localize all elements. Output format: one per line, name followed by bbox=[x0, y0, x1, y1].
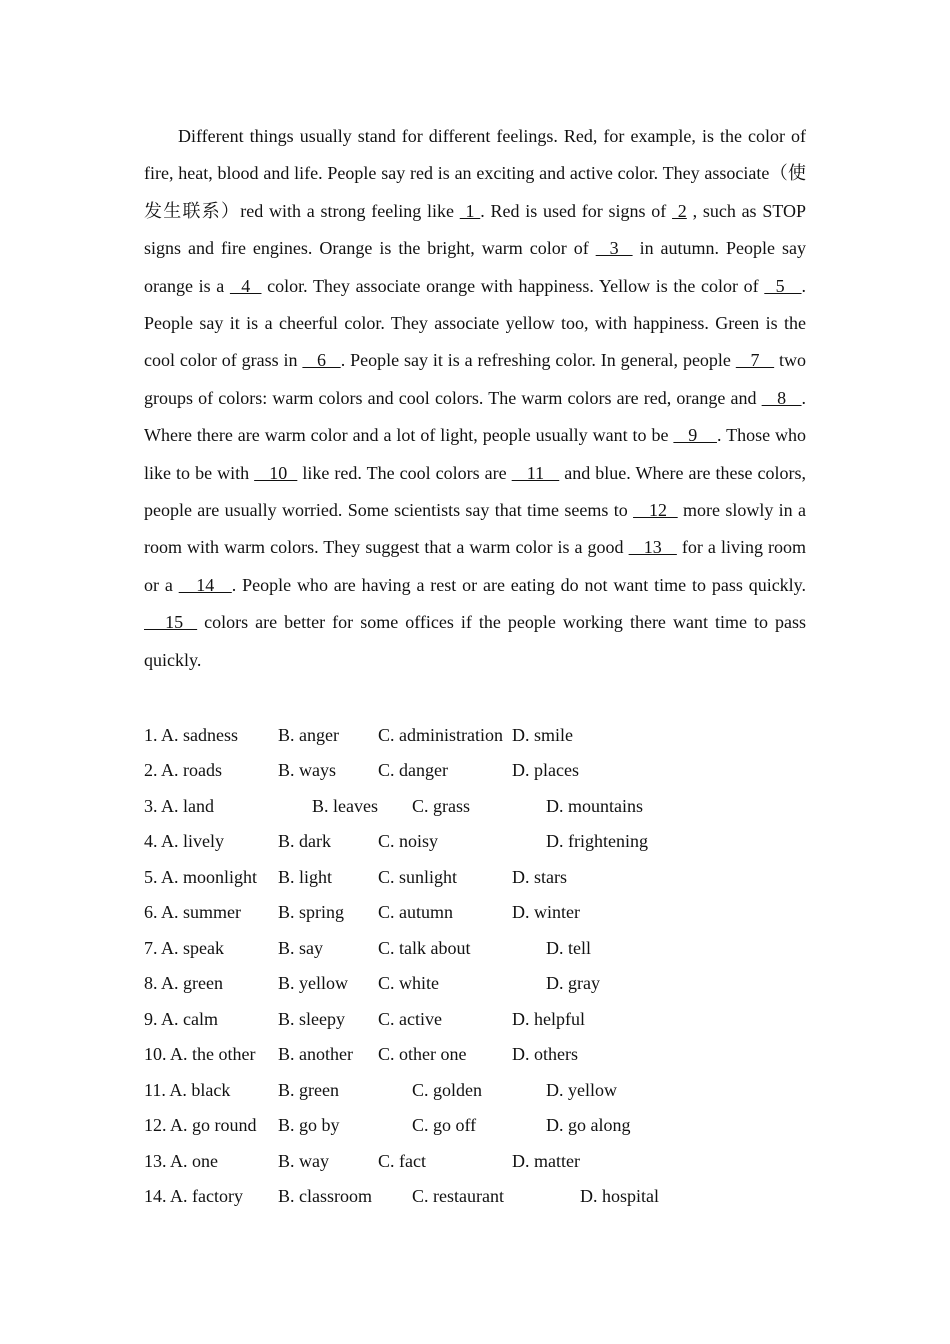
passage-text: . Where there are warm color and a lot of light, people usually want to be bbox=[144, 387, 807, 446]
option-d: D. tell bbox=[546, 938, 591, 958]
option-a: 3. A. land bbox=[144, 796, 214, 816]
option-c: C. autumn bbox=[378, 902, 453, 922]
answer-blank: 1 bbox=[459, 200, 481, 221]
passage-text: two groups of colors: warm colors and cool colors. The warm colors are red, orange and bbox=[144, 350, 807, 408]
option-b: B. yellow bbox=[278, 973, 348, 993]
passage-text: , such as STOP signs and fire engines. Orange is the bright, warm color of bbox=[144, 200, 807, 259]
passage-text: like red. The cool colors are bbox=[297, 462, 512, 483]
answer-blank: 15 bbox=[144, 612, 198, 633]
option-b: B. spring bbox=[278, 902, 345, 922]
option-a: 2. A. roads bbox=[144, 760, 222, 780]
answer-blank: 14 bbox=[178, 574, 232, 595]
passage-text: . People who are having a rest or are eating do not want time to pass quickly. bbox=[231, 574, 807, 595]
passage-text: . Those who like to be with bbox=[144, 425, 807, 483]
option-a: 9. A. calm bbox=[144, 1009, 218, 1029]
option-a: 4. A. lively bbox=[144, 831, 224, 851]
passage-text: more slowly in a room with warm colors. They suggest that a warm color is a good bbox=[144, 500, 806, 558]
option-a: 13. A. one bbox=[144, 1151, 218, 1171]
option-c: C. fact bbox=[378, 1151, 426, 1171]
answer-blank: 10 bbox=[254, 462, 298, 483]
option-b: B. say bbox=[278, 938, 323, 958]
option-c: C. danger bbox=[378, 760, 448, 780]
option-c: C. go off bbox=[412, 1115, 477, 1135]
answer-blank: 13 bbox=[628, 537, 677, 558]
option-c: C. sunlight bbox=[378, 867, 458, 887]
option-a: 5. A. moonlight bbox=[144, 867, 258, 887]
option-d: D. places bbox=[512, 760, 579, 780]
option-a: 12. A. go round bbox=[144, 1115, 257, 1135]
option-b: B. way bbox=[278, 1151, 329, 1171]
option-b: B. another bbox=[278, 1044, 353, 1064]
option-d: D. gray bbox=[546, 973, 600, 993]
passage-text: . People say it is a refreshing color. In general, people bbox=[340, 350, 736, 371]
answer-blank: 6 bbox=[302, 350, 341, 371]
option-c: C. administration bbox=[378, 725, 503, 745]
option-c: C. grass bbox=[412, 796, 470, 816]
option-d: D. helpful bbox=[512, 1009, 585, 1029]
option-a: 10. A. the other bbox=[144, 1044, 256, 1064]
option-b: B. light bbox=[278, 867, 333, 887]
answer-blank: 11 bbox=[511, 462, 560, 483]
option-a: 7. A. speak bbox=[144, 938, 224, 958]
option-c: C. white bbox=[378, 973, 439, 993]
cloze-passage bbox=[144, 118, 806, 679]
passage-text: . People say it is a cheerful color. They associate yellow too, with happiness. Green is the cool color of grass in bbox=[144, 275, 807, 371]
answer-blank: 9 bbox=[673, 425, 717, 446]
option-b: B. ways bbox=[278, 760, 336, 780]
answer-blank: 8 bbox=[761, 387, 802, 408]
option-b: B. classroom bbox=[278, 1186, 372, 1206]
answer-blank: 4 bbox=[229, 275, 262, 296]
option-d: D. frightening bbox=[546, 831, 648, 851]
option-d: D. winter bbox=[512, 902, 580, 922]
option-d: D. hospital bbox=[580, 1186, 659, 1206]
answer-blank: 7 bbox=[735, 350, 775, 371]
passage-text: for a living room or a bbox=[144, 537, 806, 595]
option-d: D. stars bbox=[512, 867, 567, 887]
answer-blank: 5 bbox=[764, 275, 802, 296]
option-d: D. matter bbox=[512, 1151, 580, 1171]
passage-text: . Red is used for signs of bbox=[480, 200, 673, 221]
option-d: D. yellow bbox=[546, 1080, 617, 1100]
option-c: C. active bbox=[378, 1009, 442, 1029]
option-d: D. smile bbox=[512, 725, 573, 745]
option-c: C. golden bbox=[412, 1080, 482, 1100]
option-b: B. anger bbox=[278, 725, 339, 745]
option-a: 6. A. summer bbox=[144, 902, 241, 922]
option-b: B. green bbox=[278, 1080, 339, 1100]
answer-blank: 3 bbox=[595, 238, 633, 259]
option-d: D. mountains bbox=[546, 796, 643, 816]
answer-blank: 12 bbox=[633, 500, 678, 521]
option-c: C. restaurant bbox=[412, 1186, 504, 1206]
passage-text: Different things usually stand for different feelings. Red, for example, is the color of fire, heat, blood and life. People say red is an exciting and active color. They associate（使发生联系）red with a strong feeling like bbox=[144, 126, 806, 221]
option-b: B. leaves bbox=[312, 796, 378, 816]
option-d: D. go along bbox=[546, 1115, 631, 1135]
passage-text: and blue. Where are these colors, people are usually worried. Some scientists say that time seems to bbox=[144, 462, 807, 521]
option-c: C. noisy bbox=[378, 831, 439, 851]
option-c: C. talk about bbox=[378, 938, 471, 958]
option-a: 11. A. black bbox=[144, 1080, 231, 1100]
option-a: 1. A. sadness bbox=[144, 725, 238, 745]
option-a: 8. A. green bbox=[144, 973, 223, 993]
option-d: D. others bbox=[512, 1044, 578, 1064]
option-b: B. sleepy bbox=[278, 1009, 345, 1029]
answer-blank: 2 bbox=[672, 200, 687, 221]
option-b: B. dark bbox=[278, 831, 331, 851]
option-a: 14. A. factory bbox=[144, 1186, 243, 1206]
passage-text: color. They associate orange with happiness. Yellow is the color of bbox=[261, 275, 765, 296]
option-b: B. go by bbox=[278, 1115, 340, 1135]
option-c: C. other one bbox=[378, 1044, 467, 1064]
passage-text: in autumn. People say orange is a bbox=[144, 238, 806, 296]
passage-text: colors are better for some offices if the people working there want time to pass quickly. bbox=[144, 612, 807, 670]
